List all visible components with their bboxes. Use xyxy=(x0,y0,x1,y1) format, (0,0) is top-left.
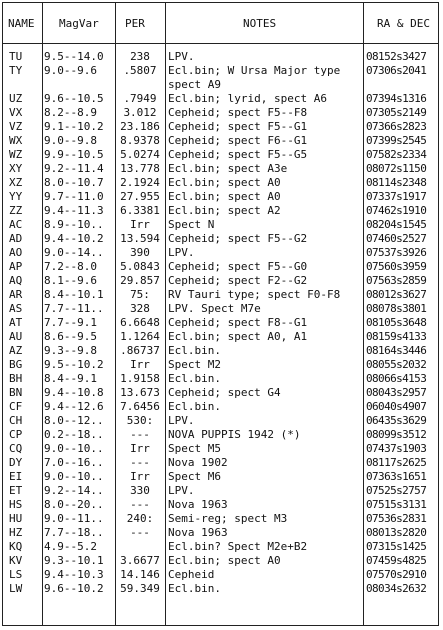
notes: RV Tauri type; spect F0-F8 xyxy=(168,288,341,301)
notes: NOVA PUPPIS 1942 (*) xyxy=(168,428,301,441)
period: .7949 xyxy=(123,92,157,105)
magnitude-range: 9.6--10.5 xyxy=(44,92,104,105)
period: 530: xyxy=(126,414,154,427)
notes: Cepheid; spect F5--G2 xyxy=(168,232,308,245)
ra-dec: 08055s2032 xyxy=(366,358,427,371)
header-notes: NOTES xyxy=(243,17,277,30)
ra-dec: 08066s4153 xyxy=(366,372,427,385)
period: 330 xyxy=(130,484,150,497)
table-row xyxy=(3,190,438,204)
ra-dec: 08152s3427 xyxy=(366,50,427,63)
star-name: AD xyxy=(9,232,23,245)
magnitude-range: 9.4--10.3 xyxy=(44,568,104,581)
period: 5.0843 xyxy=(120,260,160,273)
magnitude-range: 9.4--10.8 xyxy=(44,386,104,399)
period: --- xyxy=(130,428,150,441)
period: 29.857 xyxy=(120,274,160,287)
star-name: WX xyxy=(9,134,23,147)
magnitude-range: 9.1--10.2 xyxy=(44,120,104,133)
ra-dec: 08159s4133 xyxy=(366,330,427,343)
table-row xyxy=(3,316,438,330)
notes: Cepheid; spect F5--G0 xyxy=(168,260,308,273)
notes: Ecl.bin; lyrid, spect A6 xyxy=(168,92,327,105)
header-magvar: MagVar xyxy=(59,17,99,30)
star-name: BG xyxy=(9,358,23,371)
magnitude-range: 9.4--12.6 xyxy=(44,400,104,413)
star-name: KQ xyxy=(9,540,23,553)
period: 8.9378 xyxy=(120,134,160,147)
magnitude-range: 8.4--10.1 xyxy=(44,288,104,301)
period: 13.594 xyxy=(120,232,160,245)
period: 7.6456 xyxy=(120,400,160,413)
notes: Nova 1963 xyxy=(168,498,228,511)
notes: Ecl.bin? Spect M2e+B2 xyxy=(168,540,308,553)
period: Irr xyxy=(130,358,150,371)
magnitude-range: 9.3--9.8 xyxy=(44,344,97,357)
star-name: UZ xyxy=(9,92,23,105)
ra-dec: 07560s3959 xyxy=(366,260,427,273)
star-name: WZ xyxy=(9,148,23,161)
ra-dec: 08204s1545 xyxy=(366,218,427,231)
magnitude-range: 9.4--11.3 xyxy=(44,204,104,217)
ra-dec: 07515s3131 xyxy=(366,498,427,511)
table-row xyxy=(3,582,438,596)
notes: Ecl.bin. xyxy=(168,372,221,385)
period: 1.9158 xyxy=(120,372,160,385)
table-row xyxy=(3,428,438,442)
table-row xyxy=(3,344,438,358)
ra-dec: 07570s2910 xyxy=(366,568,427,581)
magnitude-range: 9.0--11.. xyxy=(44,512,104,525)
period: 1.1264 xyxy=(120,330,160,343)
star-name: VX xyxy=(9,106,23,119)
magnitude-range: 0.2--18.. xyxy=(44,428,104,441)
notes: Cepheid; spect F5--G5 xyxy=(168,148,308,161)
star-name: AQ xyxy=(9,274,23,287)
notes: Spect M2 xyxy=(168,358,221,371)
magnitude-range: 9.9--10.5 xyxy=(44,148,104,161)
ra-dec: 08114s2348 xyxy=(366,176,427,189)
period: 2.1924 xyxy=(120,176,160,189)
ra-dec: 06040s4907 xyxy=(366,400,427,413)
magnitude-range: 9.6--10.2 xyxy=(44,582,104,595)
table-row xyxy=(3,372,438,386)
magnitude-range: 9.2--11.4 xyxy=(44,162,104,175)
star-name: LS xyxy=(9,568,23,581)
table-row xyxy=(3,162,438,176)
header-name: NAME xyxy=(8,17,35,30)
star-name: CH xyxy=(9,414,23,427)
magnitude-range: 9.0--10.. xyxy=(44,442,104,455)
ra-dec: 08013s2820 xyxy=(366,526,427,539)
ra-dec: 07525s2757 xyxy=(366,484,427,497)
period: 238 xyxy=(130,50,150,63)
table-row xyxy=(3,288,438,302)
notes: Spect M5 xyxy=(168,442,221,455)
ra-dec: 07563s2859 xyxy=(366,274,427,287)
magnitude-range: 9.5--10.2 xyxy=(44,358,104,371)
ra-dec: 08012s3627 xyxy=(366,288,427,301)
notes: LPV. xyxy=(168,246,195,259)
magnitude-range: 8.6--9.5 xyxy=(44,330,97,343)
notes: Spect N xyxy=(168,218,215,231)
ra-dec: 07399s2545 xyxy=(366,134,427,147)
notes: Nova 1963 xyxy=(168,526,228,539)
table-row xyxy=(3,470,438,484)
table-row xyxy=(3,498,438,512)
magnitude-range: 9.0--10.. xyxy=(44,470,104,483)
star-name: AT xyxy=(9,316,23,329)
period: 23.186 xyxy=(120,120,160,133)
period: .5807 xyxy=(123,64,157,77)
ra-dec: 08164s3446 xyxy=(366,344,427,357)
table-row xyxy=(3,526,438,540)
table-row xyxy=(3,204,438,218)
star-name: HZ xyxy=(9,526,23,539)
period: 5.0274 xyxy=(120,148,160,161)
notes: Ecl.bin; spect A0, A1 xyxy=(168,330,308,343)
ra-dec: 07582s2334 xyxy=(366,148,427,161)
magnitude-range: 7.0--16.. xyxy=(44,456,104,469)
ra-dec: 07537s3926 xyxy=(366,246,427,259)
star-name: XZ xyxy=(9,176,23,189)
ra-dec: 07363s1651 xyxy=(366,470,427,483)
period: 3.6677 xyxy=(120,554,160,567)
magnitude-range: 8.1--9.6 xyxy=(44,274,97,287)
table-row xyxy=(3,274,438,288)
table-row xyxy=(3,120,438,134)
star-name: HU xyxy=(9,512,23,525)
table-row xyxy=(3,148,438,162)
notes: LPV. Spect M7e xyxy=(168,302,261,315)
table-row xyxy=(3,260,438,274)
table-row xyxy=(3,64,438,92)
notes: Spect M6 xyxy=(168,470,221,483)
table-row xyxy=(3,330,438,344)
notes: Cepheid; spect F5--F8 xyxy=(168,106,308,119)
table-row xyxy=(3,512,438,526)
notes: Ecl.bin; spect A0 xyxy=(168,190,281,203)
notes: Ecl.bin; spect A3e xyxy=(168,162,288,175)
star-name: CQ xyxy=(9,442,23,455)
notes: LPV. xyxy=(168,484,195,497)
ra-dec: 08072s1150 xyxy=(366,162,427,175)
magnitude-range: 9.3--10.1 xyxy=(44,554,104,567)
ra-dec: 07366s2823 xyxy=(366,120,427,133)
star-name: CF xyxy=(9,400,23,413)
star-name: AU xyxy=(9,330,23,343)
star-name: BN xyxy=(9,386,23,399)
star-name: YY xyxy=(9,190,23,203)
notes: Ecl.bin. xyxy=(168,582,221,595)
ra-dec: 07536s2831 xyxy=(366,512,427,525)
table-row xyxy=(3,400,438,414)
table-row xyxy=(3,176,438,190)
magnitude-range: 9.0--9.6 xyxy=(44,64,97,77)
notes: LPV. xyxy=(168,414,195,427)
magnitude-range: 8.0--10.7 xyxy=(44,176,104,189)
period: 6.3381 xyxy=(120,204,160,217)
period: 6.6648 xyxy=(120,316,160,329)
period: --- xyxy=(130,498,150,511)
period: 13.673 xyxy=(120,386,160,399)
period: 59.349 xyxy=(120,582,160,595)
table-row xyxy=(3,232,438,246)
table-row xyxy=(3,568,438,582)
magnitude-range: 7.7--18.. xyxy=(44,526,104,539)
table-row xyxy=(3,302,438,316)
period: 13.778 xyxy=(120,162,160,175)
period: Irr xyxy=(130,442,150,455)
star-name: AO xyxy=(9,246,23,259)
header-ra-dec: RA & DEC xyxy=(377,17,430,30)
magnitude-range: 8.9--10.. xyxy=(44,218,104,231)
period: 3.012 xyxy=(123,106,157,119)
magnitude-range: 8.4--9.1 xyxy=(44,372,97,385)
period: --- xyxy=(130,526,150,539)
table-row xyxy=(3,246,438,260)
ra-dec: 08105s3648 xyxy=(366,316,427,329)
period: .86737 xyxy=(120,344,160,357)
notes: Cepheid; spect F6--G1 xyxy=(168,134,308,147)
table-row xyxy=(3,106,438,120)
ra-dec: 07305s2149 xyxy=(366,106,427,119)
ra-dec: 07459s4825 xyxy=(366,554,427,567)
notes: Semi-reg; spect M3 xyxy=(168,512,288,525)
magnitude-range: 9.7--11.0 xyxy=(44,190,104,203)
table-row xyxy=(3,218,438,232)
star-name: CP xyxy=(9,428,23,441)
magnitude-range: 8.2--8.9 xyxy=(44,106,97,119)
star-name: EI xyxy=(9,470,23,483)
star-name: ET xyxy=(9,484,23,497)
notes: Cepheid; spect G4 xyxy=(168,386,281,399)
period: Irr xyxy=(130,470,150,483)
notes: LPV. xyxy=(168,50,195,63)
ra-dec: 07437s1903 xyxy=(366,442,427,455)
star-name: HS xyxy=(9,498,23,511)
notes: Cepheid; spect F8--G1 xyxy=(168,316,308,329)
star-name: ZZ xyxy=(9,204,23,217)
table-row xyxy=(3,50,438,64)
table-row xyxy=(3,92,438,106)
table-body xyxy=(3,50,438,596)
ra-dec: 08117s2625 xyxy=(366,456,427,469)
magnitude-range: 9.0--9.8 xyxy=(44,134,97,147)
ra-dec: 08099s3512 xyxy=(366,428,427,441)
table-row xyxy=(3,540,438,554)
notes: Ecl.bin; spect A0 xyxy=(168,176,281,189)
variable-star-table xyxy=(2,2,439,626)
table-row xyxy=(3,442,438,456)
magnitude-range: 7.7--11.. xyxy=(44,302,104,315)
period: Irr xyxy=(130,218,150,231)
magnitude-range: 4.9--5.2 xyxy=(44,540,97,553)
table-row xyxy=(3,386,438,400)
ra-dec: 08034s2632 xyxy=(366,582,427,595)
period: 75: xyxy=(130,288,150,301)
table-row xyxy=(3,358,438,372)
star-name: BH xyxy=(9,372,23,385)
period: 328 xyxy=(130,302,150,315)
star-name: AR xyxy=(9,288,23,301)
period: --- xyxy=(130,456,150,469)
magnitude-range: 8.0--12.. xyxy=(44,414,104,427)
table-row xyxy=(3,554,438,568)
ra-dec: 07460s2527 xyxy=(366,232,427,245)
star-name: TY xyxy=(9,64,23,77)
table-row xyxy=(3,134,438,148)
magnitude-range: 9.5--14.0 xyxy=(44,50,104,63)
ra-dec: 07337s1917 xyxy=(366,190,427,203)
header-per: PER xyxy=(125,17,145,30)
ra-dec: 07306s2041 xyxy=(366,64,427,77)
magnitude-range: 7.2--8.0 xyxy=(44,260,97,273)
ra-dec: 06435s3629 xyxy=(366,414,427,427)
ra-dec: 07462s1910 xyxy=(366,204,427,217)
table-row xyxy=(3,414,438,428)
star-name: KV xyxy=(9,554,23,567)
notes: Ecl.bin. xyxy=(168,400,221,413)
table-row xyxy=(3,484,438,498)
period: 390 xyxy=(130,246,150,259)
star-name: TU xyxy=(9,50,23,63)
period: 14.146 xyxy=(120,568,160,581)
notes: Cepheid; spect F2--G2 xyxy=(168,274,308,287)
period: 27.955 xyxy=(120,190,160,203)
star-name: AZ xyxy=(9,344,23,357)
star-name: XY xyxy=(9,162,23,175)
notes: Ecl.bin. xyxy=(168,344,221,357)
period: 240: xyxy=(126,512,154,525)
magnitude-range: 9.0--14.. xyxy=(44,246,104,259)
notes: Cepheid; spect F5--G1 xyxy=(168,120,308,133)
star-name: AP xyxy=(9,260,23,273)
star-name: AC xyxy=(9,218,23,231)
ra-dec: 07315s1425 xyxy=(366,540,427,553)
magnitude-range: 8.0--20.. xyxy=(44,498,104,511)
magnitude-range: 9.2--14.. xyxy=(44,484,104,497)
ra-dec: 08078s3801 xyxy=(366,302,427,315)
header-divider xyxy=(3,43,438,44)
star-name: AS xyxy=(9,302,23,315)
star-name: DY xyxy=(9,456,23,469)
table-row xyxy=(3,456,438,470)
magnitude-range: 9.4--10.2 xyxy=(44,232,104,245)
magnitude-range: 7.7--9.1 xyxy=(44,316,97,329)
notes: Ecl.bin; spect A0 xyxy=(168,554,281,567)
ra-dec: 08043s2957 xyxy=(366,386,427,399)
notes: Ecl.bin; W Ursa Major type spect A9 xyxy=(168,64,341,91)
notes: Ecl.bin; spect A2 xyxy=(168,204,281,217)
star-name: VZ xyxy=(9,120,23,133)
notes: Cepheid xyxy=(168,568,215,581)
notes: Nova 1902 xyxy=(168,456,228,469)
star-name: LW xyxy=(9,582,23,595)
ra-dec: 07394s1316 xyxy=(366,92,427,105)
